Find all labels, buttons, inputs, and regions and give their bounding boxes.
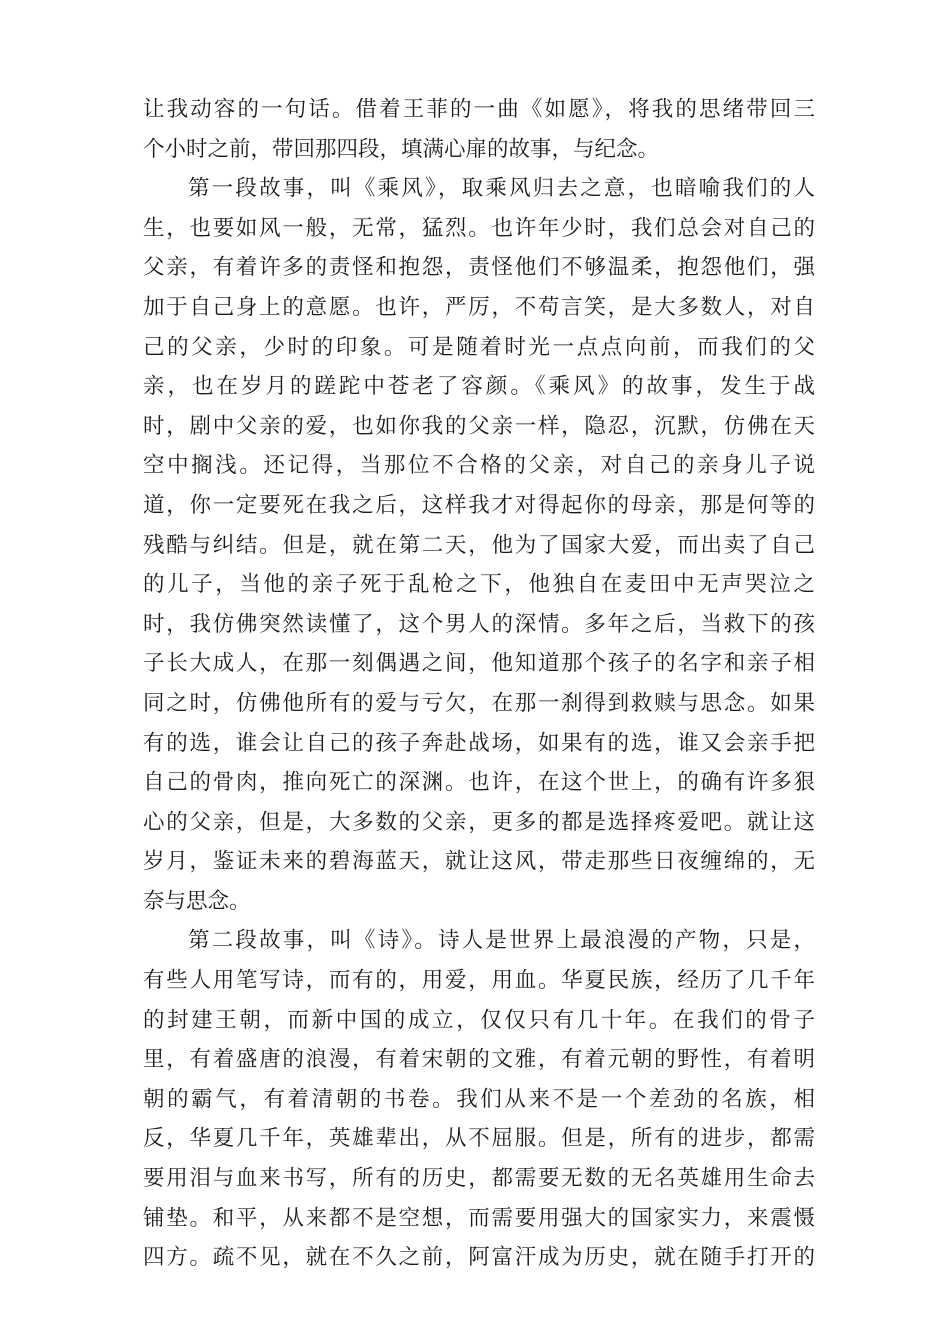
text-line: 的封建王朝，而新中国的成立，仅仅只有几十年。在我们的骨子 — [143, 1007, 815, 1033]
text-line: 第二段故事，叫《诗》。诗人是世界上最浪漫的产物，只是， — [188, 928, 815, 954]
text-line: 岁月，鉴证未来的碧海蓝天，就让这风，带走那些日夜缠绵的，无 — [143, 849, 815, 875]
text-line: 亲，也在岁月的蹉跎中苍老了容颜。《乘风》的故事，发生于战 — [143, 374, 815, 400]
text-line: 要用泪与血来书写，所有的历史，都需要无数的无名英雄用生命去 — [143, 1166, 815, 1192]
text-line: 让我动容的一句话。借着王菲的一曲《如愿》，将我的思绪带回三 — [143, 97, 815, 122]
text-line: 父亲，有着许多的责怪和抱怨，责怪他们不够温柔，抱怨他们，强 — [143, 255, 815, 281]
text-line: 自己的骨肉，推向死亡的深渊。也许，在这个世上，的确有许多狠 — [143, 770, 815, 796]
paragraph — [143, 90, 815, 169]
text-line: 己的父亲，少时的印象。可是随着时光一点点向前，而我们的父 — [143, 334, 815, 360]
text-line: 个小时之前，带回那四段，填满心扉的故事，与纪念。 — [143, 136, 660, 162]
text-line: 同之时，仿佛他所有的爱与亏欠，在那一刹得到救赎与思念。如果 — [143, 690, 815, 716]
text-line: 子长大成人，在那一刻偶遇之间，他知道那个孩子的名字和亲子相 — [143, 651, 815, 677]
text-line: 四方。疏不见，就在不久之前，阿富汗成为历史，就在随手打开的 — [143, 1245, 815, 1271]
text-line: 空中搁浅。还记得，当那位不合格的父亲，对自己的亲身儿子说 — [143, 453, 815, 479]
text-line: 朝的霸气，有着清朝的书卷。我们从来不是一个差劲的名族，相 — [143, 1086, 815, 1112]
text-line: 加于自己身上的意愿。也许，严厉，不苟言笑，是大多数人，对自 — [143, 294, 815, 320]
paragraph — [143, 921, 815, 1277]
text-line: 奈与思念。 — [143, 888, 251, 914]
text-line: 时，剧中父亲的爱，也如你我的父亲一样，隐忍，沉默，仿佛在天 — [143, 413, 815, 439]
text-line: 生，也要如风一般，无常，猛烈。也许年少时，我们总会对自己的 — [143, 215, 815, 241]
text-line: 残酷与纠结。但是，就在第二天，他为了国家大爱，而出卖了自己 — [143, 532, 815, 558]
text-line: 心的父亲，但是，大多数的父亲，更多的都是选择疼爱吧。就让这 — [143, 809, 815, 835]
text-line: 有的选，谁会让自己的孩子奔赴战场，如果有的选，谁又会亲手把 — [143, 730, 815, 756]
text-line: 道，你一定要死在我之后，这样我才对得起你的母亲，那是何等的 — [143, 492, 815, 518]
text-line: 铺垫。和平，从来都不是空想，而需要用强大的国家实力，来震慑 — [143, 1205, 815, 1231]
paragraph — [143, 169, 815, 921]
document-body — [143, 90, 815, 1278]
text-line: 第一段故事，叫《乘风》，取乘风归去之意，也暗喻我们的人 — [188, 176, 815, 202]
text-line: 反，华夏几千年，英雄辈出，从不屈服。但是，所有的进步，都需 — [143, 1126, 815, 1152]
text-line: 有些人用笔写诗，而有的，用爱，用血。华夏民族，经历了几千年 — [143, 968, 815, 994]
text-line: 时，我仿佛突然读懂了，这个男人的深情。多年之后，当救下的孩 — [143, 611, 815, 637]
text-line: 里，有着盛唐的浪漫，有着宋朝的文雅，有着元朝的野性，有着明 — [143, 1047, 815, 1073]
text-line: 的儿子，当他的亲子死于乱枪之下，他独自在麦田中无声哭泣之 — [143, 572, 815, 598]
